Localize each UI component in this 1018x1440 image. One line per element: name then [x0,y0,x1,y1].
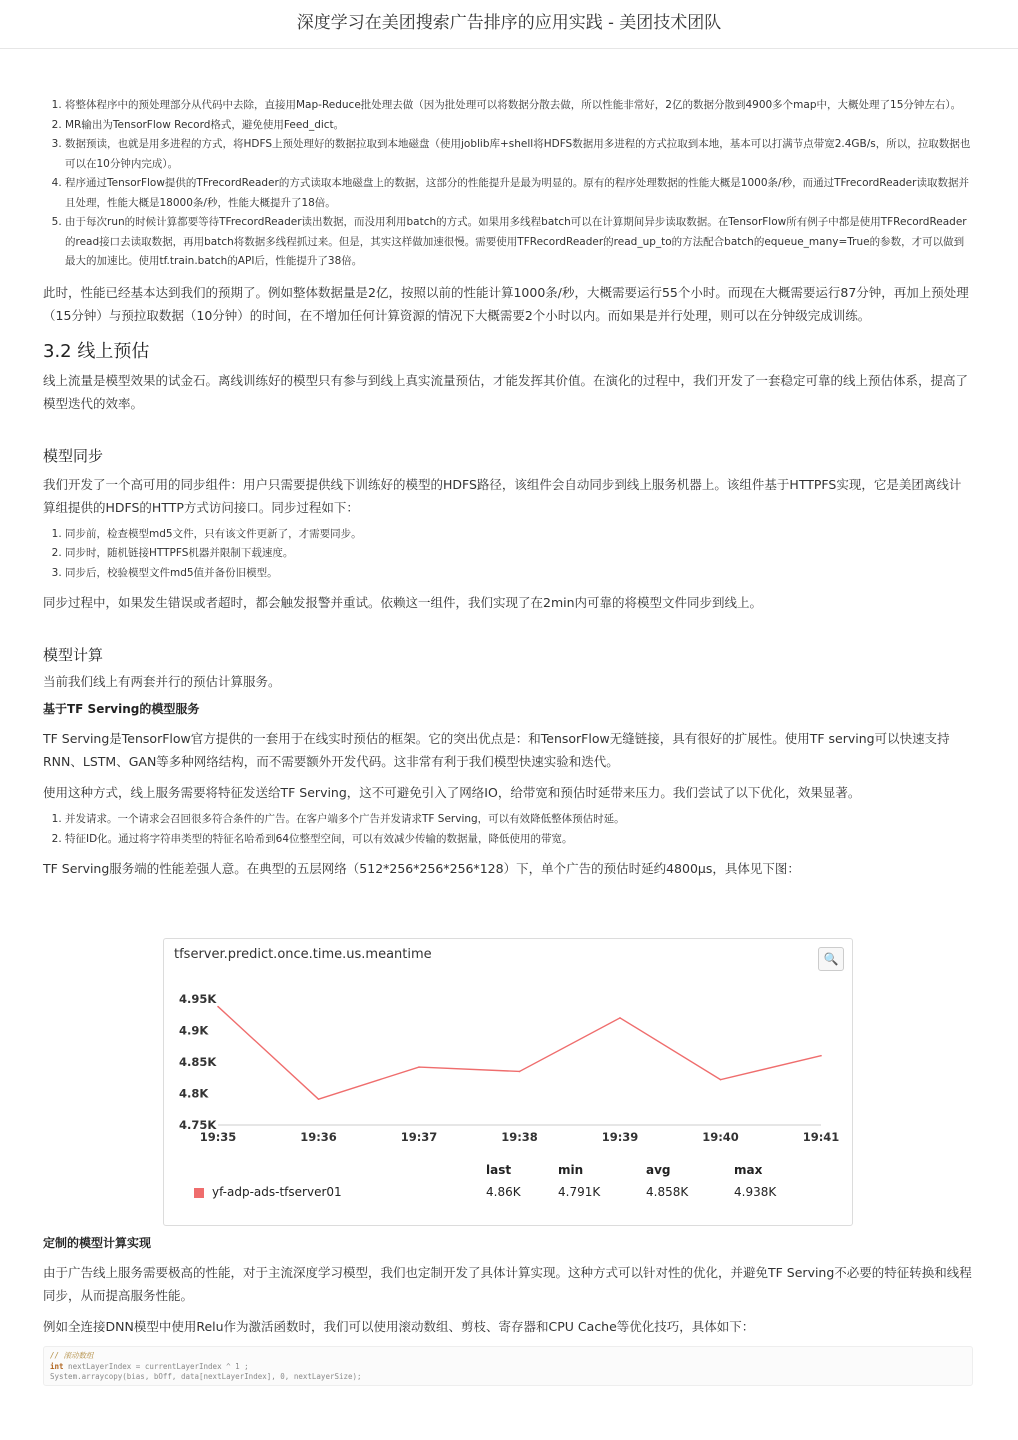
legend-value-avg: 4.858K [646,1185,689,1199]
paragraph: 此时，性能已经基本达到我们的预期了。例如整体数据量是2亿，按照以前的性能计算1000条/秒，大概需要运行55个小时。而现在大概需要运行87分钟，再加上预处理（15分钟）与预拉取数据（10分钟）的时间，在不增加任何计算资源的情况下大概需要2个小时以内。而如果是并行处理，则可以在分钟级完成训练。 [43,284,969,323]
data-point [619,1017,621,1019]
data-point [318,1098,320,1100]
x-tick-label: 19:39 [601,1130,639,1144]
list-item: 5. 由于每次run的时候计算都要等待TFrecordReader读出数据，而没用利用batch的方式。如果用多线程batch可以在计算期间异步读取数据。在TensorFlow所有例子中都是使用TFRecordReader的read接口去读取数据，再用batch将数据多线程抓过来。但是，其实这样做加速很慢。需要使用TFRecordReader的read_up_to的方法配合batch的equeue_many=True的参数，才可以做到最大的加速比。使用tf.train.batch的API后，性能提升了38倍。 [65,213,973,272]
data-point [720,1079,722,1081]
chart-title: tfserver.predict.once.time.us.meantime [174,947,432,962]
list-item: 1. 同步前，检查模型md5文件，只有该文件更新了，才需要同步。 [65,525,973,545]
code-block [43,1346,973,1386]
legend-value-max: 4.938K [734,1185,777,1199]
data-point [418,1066,420,1068]
article-content [43,96,973,880]
legend-value-min: 4.791K [558,1185,601,1199]
paragraph: 例如全连接DNN模型中使用Relu作为激活函数时，我们可以使用滚动数组、剪枝、寄存器和CPU Cache等优化技巧，具体如下： [43,1319,755,1334]
paragraph: 线上流量是模型效果的试金石。离线训练好的模型只有参与到线上真实流量预估，才能发挥其价值。在演化的过程中，我们开发了一套稳定可靠的线上预估体系，提高了模型迭代的效率。 [43,372,969,411]
list-item: 1. 并发请求。一个请求会召回很多符合条件的广告。在客户端多个广告并发请求TF Serving，可以有效降低整体预估时延。 [65,810,973,830]
paragraph: 使用这种方式，线上服务需要将特征发送给TF Serving，这不可避免引入了网络IO，给带宽和预估时延带来压力。我们尝试了以下优化，效果显著。 [43,785,861,800]
paragraph: 同步过程中，如果发生错误或者超时，都会触发报警并重试。依赖这一组件，我们实现了在2min内可靠的将模型文件同步到线上。 [43,595,763,610]
paragraph: 我们开发了一个高可用的同步组件：用户只需要提供线下训练好的模型的HDFS路径，该组件会自动同步到线上服务机器上。该组件基于HTTPFS实现，它是美团离线计算组提供的HDFS的HTTP方式访问接口。同步过程如下： [43,476,962,515]
tf-serving-optimization-list [43,810,973,849]
subheading-custom-compute: 定制的模型计算实现 [43,1236,152,1250]
latency-chart [163,938,853,1226]
legend-value-last: 4.86K [486,1185,521,1199]
x-tick-label: 19:41 [802,1130,840,1144]
list-item: 2. 特征ID化。通过将字符串类型的特征名哈希到64位整型空间，可以有效减少传输的数据量，降低使用的带宽。 [65,830,973,850]
subheading-tf-serving: 基于TF Serving的模型服务 [43,702,200,716]
section-heading: 3.2 线上预估 [43,340,150,362]
y-tick-label: 4.95K [179,992,217,1006]
paragraph: 由于广告线上服务需要极高的性能，对于主流深度学习模型，我们也定制开发了具体计算实现。这种方式可以针对性的优化，并避免TF Serving不必要的特征转换和线程同步，从而提高服务性能。 [43,1265,972,1303]
legend-header-last: last [486,1163,512,1177]
series-line [218,1007,821,1100]
code-text: nextLayerIndex = currentLayerIndex ^ 1 ; [63,1361,249,1371]
list-item: 3. 同步后，校验模型文件md5值并备份旧模型。 [65,564,973,584]
paragraph: TF Serving服务端的性能差强人意。在典型的五层网络（512*256*256*256*128）下，单个广告的预估时延约4800μs，具体见下图： [43,861,800,876]
list-item: 1. 将整体程序中的预处理部分从代码中去除，直接用Map-Reduce批处理去做（因为批处理可以将数据分散去做，所以性能非常好，2亿的数据分散到4900多个map中，大概处理了15分钟左右）。 [65,96,973,116]
list-item: 3. 数据预读，也就是用多进程的方式，将HDFS上预处理好的数据拉取到本地磁盘（使用joblib库+shell将HDFS数据用多进程的方式拉取到本地，基本可以打满节点带宽2.4GB/s，所以，拉取数据也可以在10分钟内完成）。 [65,135,973,174]
data-point [217,1006,219,1008]
subheading-model-sync: 模型同步 [43,446,104,465]
zoom-icon[interactable]: 🔍 [818,947,844,971]
code-line [50,1362,966,1373]
subheading-model-compute: 模型计算 [43,646,104,664]
legend-header-min: min [558,1163,584,1177]
optimization-list [43,96,973,272]
data-point [519,1071,521,1073]
sync-steps-list [43,525,973,584]
page-header [0,0,1018,49]
list-item: 2. MR输出为TensorFlow Record格式，避免使用Feed_dict。 [65,116,973,136]
paragraph: TF Serving是TensorFlow官方提供的一套用于在线实时预估的框架。它的突出优点是：和TensorFlow无缝链接，具有很好的扩展性。使用TF serving可以快速支持RNN、LSTM、GAN等多种网络结构，而不需要额外开发代码。这非常有利于我们模型快速实验和迭代。 [43,731,950,769]
y-tick-label: 4.9K [179,1023,209,1038]
page-title: 深度学习在美团搜索广告排序的应用实践 - 美团技术团队 [296,13,722,33]
code-keyword: int [50,1361,64,1371]
legend-header-max: max [734,1163,763,1177]
list-item: 2. 同步时，随机链接HTTPFS机器并限制下载速度。 [65,544,973,564]
x-tick-label: 19:40 [702,1130,739,1144]
legend-series-name: yf-adp-ads-tfserver01 [212,1185,342,1199]
list-item: 4. 程序通过TensorFlow提供的TFrecordReader的方式读取本地磁盘上的数据，这部分的性能提升是最为明显的。原有的程序处理数据的性能大概是1000条/秒，而通过TFrecordReader读取数据并且处理，性能大概是18000条/秒，性能大概提升了18倍。 [65,174,973,213]
x-tick-label: 19:38 [501,1130,538,1144]
x-tick-label: 19:35 [199,1130,237,1144]
legend-swatch [194,1188,204,1198]
x-tick-label: 19:36 [300,1130,337,1144]
code-comment: // 滚动数组 [50,1351,94,1360]
y-tick-label: 4.75K [179,1118,217,1132]
paragraph: 当前我们线上有两套并行的预估计算服务。 [43,674,281,689]
y-tick-label: 4.8K [179,1086,209,1101]
code-line: System.arraycopy(bias, bOff, data[nextLayerIndex], 0, nextLayerSize); [50,1372,362,1381]
chart-plot [164,979,852,1149]
y-tick-label: 4.85K [179,1055,217,1069]
custom-compute-section [43,1234,973,1338]
x-tick-label: 19:37 [400,1130,438,1144]
data-point [820,1055,822,1057]
legend-header-avg: avg [646,1163,671,1177]
